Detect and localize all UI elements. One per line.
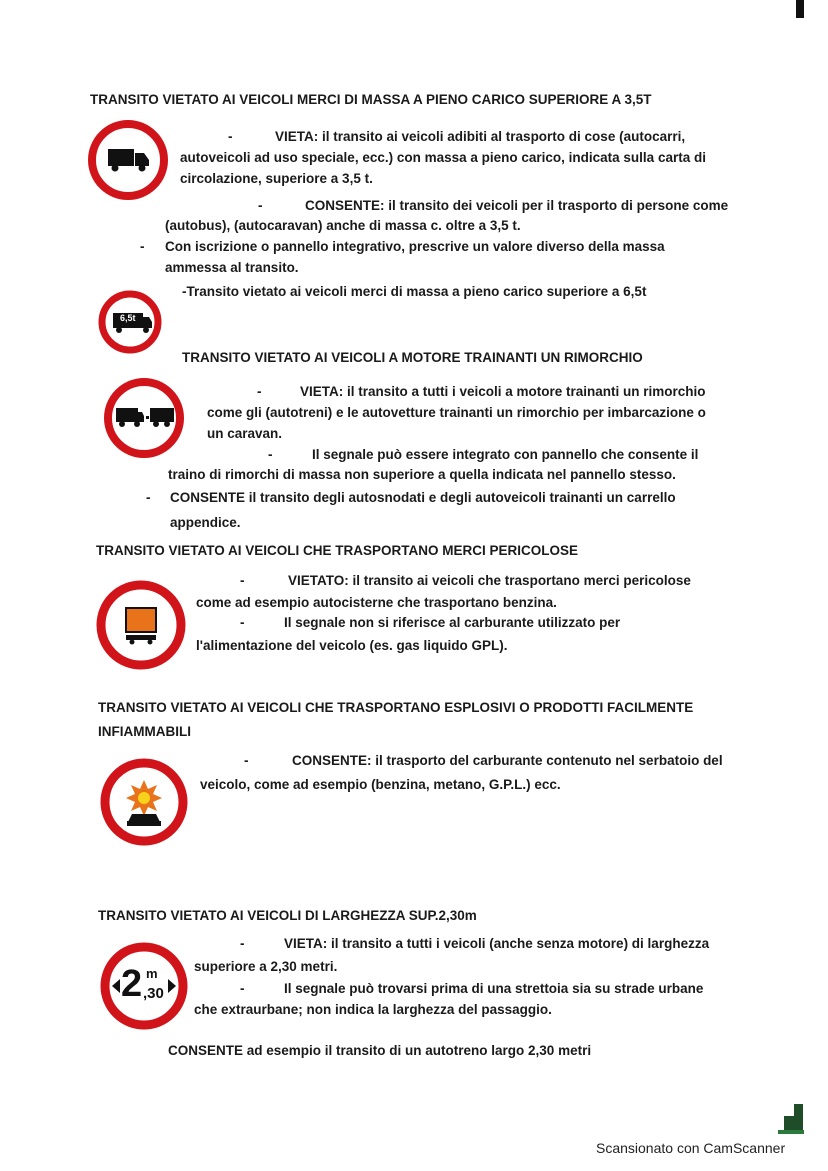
camscanner-logo-icon — [776, 1100, 806, 1136]
vieta-label: VIETA: — [284, 936, 328, 951]
s1-iscr-line2: ammessa al transito. — [165, 260, 299, 275]
dash: - — [240, 615, 245, 630]
s2-consente-line1: CONSENTE il transito degli autosnodati e degli autoveicoli trainanti un carrello — [170, 490, 676, 505]
dash: - — [257, 384, 262, 399]
sign-width-decimal: ,30 — [143, 985, 164, 1002]
s1-vieta-line2: autoveicoli ad uso speciale, ecc.) con massa a pieno carico, indicata sulla carta di — [180, 150, 706, 165]
s3-segnale-line1: Il segnale non si riferisce al carburante utilizzato per — [284, 615, 621, 630]
s3-segnale-line2: l'alimentazione del veicolo (es. gas liquido GPL). — [196, 638, 508, 653]
explosives-sign-icon — [100, 758, 188, 846]
s1-iscr-line1: Con iscrizione o pannello integrativo, prescrive un valore diverso della massa — [165, 239, 665, 254]
sign-weight-label: 6,5t — [120, 313, 136, 323]
no-trailer-sign-icon — [104, 378, 184, 458]
consente-text: il transito dei veicoli per il trasporto di persone come — [384, 198, 729, 213]
s5-segnale-line1: Il segnale può trovarsi prima di una strettoia sia su strade urbane — [284, 981, 704, 996]
vietato-label: VIETATO: — [288, 573, 349, 588]
dash: - — [146, 490, 151, 505]
dash: - — [240, 981, 245, 996]
s3-vietato-line2: come ad esempio autocisterne che trasportano benzina. — [196, 595, 557, 610]
section-title-width: TRANSITO VIETATO AI VEICOLI DI LARGHEZZA SUP.2,30m — [98, 908, 477, 923]
vieta-text: il transito a tutti i veicoli a motore trainanti un rimorchio — [343, 384, 706, 399]
s5-vieta-line2: superiore a 2,30 metri. — [194, 959, 338, 974]
s1-consente-line2: (autobus), (autocaravan) anche di massa c. oltre a 3,5 t. — [165, 218, 521, 233]
vieta-text: il transito ai veicoli adibiti al trasporto di cose (autocarri, — [318, 129, 686, 144]
dash: - — [240, 936, 245, 951]
sign-width-digit: 2 — [121, 963, 143, 1005]
s2-segnale-line2: traino di rimorchi di massa non superiore a quella indicata nel pannello stesso. — [168, 467, 676, 482]
consente-label: CONSENTE: — [292, 753, 372, 768]
no-trucks-6-5t-sign-icon — [98, 290, 162, 354]
vieta-label: VIETA: — [275, 129, 319, 144]
s5-consente-line: CONSENTE ad esempio il transito di un autotreno largo 2,30 metri — [168, 1043, 592, 1058]
width-limit-sign-icon — [100, 942, 188, 1030]
s2-consente-line2: appendice. — [170, 515, 241, 530]
dash: - — [258, 198, 263, 213]
s2-vieta-line1 — [300, 383, 706, 401]
scanner-watermark: Scansionato con CamScanner — [596, 1140, 786, 1156]
section-title-dangerous-goods: TRANSITO VIETATO AI VEICOLI CHE TRASPORTANO MERCI PERICOLOSE — [96, 543, 579, 558]
dash: - — [140, 239, 145, 254]
section-title-explosives-l1: TRANSITO VIETATO AI VEICOLI CHE TRASPORTANO ESPLOSIVI O PRODOTTI FACILMENTE — [98, 700, 694, 715]
s1-extra-line: -Transito vietato ai veicoli merci di massa a pieno carico superiore a 6,5t — [182, 284, 647, 299]
corner-mark — [796, 0, 804, 18]
sign-width-unit: m — [146, 966, 158, 981]
no-trucks-sign-icon — [88, 120, 168, 200]
consente-label: CONSENTE: — [305, 198, 385, 213]
section-title-explosives-l2: INFIAMMABILI — [98, 724, 191, 739]
s4-consente-line1 — [292, 752, 723, 770]
s1-vieta-line3: circolazione, superiore a 3,5 t. — [180, 171, 373, 186]
dash: - — [244, 753, 249, 768]
s3-vietato-line1 — [288, 572, 691, 590]
dash: - — [240, 573, 245, 588]
s5-vieta-line1 — [284, 935, 709, 953]
dangerous-goods-sign-icon — [96, 580, 186, 670]
vietato-text: il transito ai veicoli che trasportano merci pericolose — [348, 573, 691, 588]
s1-vieta-line1 — [275, 128, 685, 146]
s2-segnale-line1: Il segnale può essere integrato con pannello che consente il — [312, 447, 699, 462]
section-title-trailers: TRANSITO VIETATO AI VEICOLI A MOTORE TRAINANTI UN RIMORCHIO — [182, 350, 643, 365]
s2-vieta-line2: come gli (autotreni) e le autovetture trainanti un rimorchio per imbarcazione o — [207, 405, 706, 420]
dash: - — [268, 447, 273, 462]
vieta-label: VIETA: — [300, 384, 344, 399]
vieta-text: il transito a tutti i veicoli (anche senza motore) di larghezza — [327, 936, 710, 951]
s5-segnale-line2: che extraurbane; non indica la larghezza del passaggio. — [194, 1002, 552, 1017]
s4-consente-line2: veicolo, come ad esempio (benzina, metano, G.P.L.) ecc. — [200, 777, 561, 792]
s1-consente-line1 — [305, 197, 728, 215]
dash: - — [228, 129, 233, 144]
section-title-heavy-vehicles: TRANSITO VIETATO AI VEICOLI MERCI DI MASSA A PIENO CARICO SUPERIORE A 3,5T — [90, 92, 652, 107]
consente-text: il trasporto del carburante contenuto nel serbatoio del — [371, 753, 723, 768]
s2-vieta-line3: un caravan. — [207, 426, 283, 441]
